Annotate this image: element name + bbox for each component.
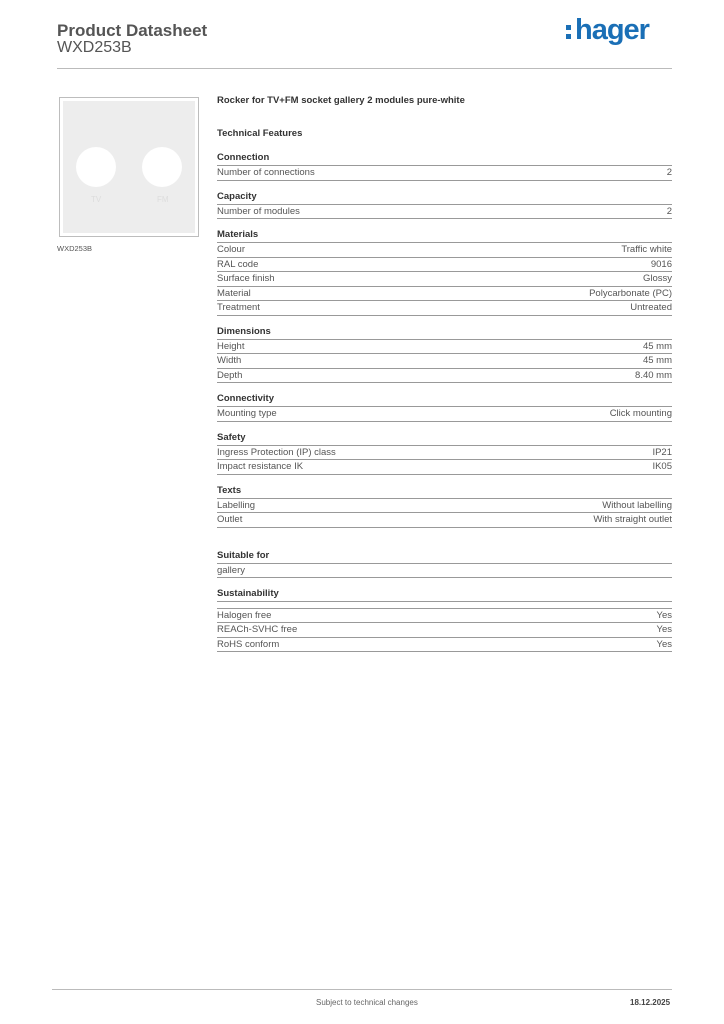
features-title: Technical Features [217,128,303,139]
spec-label: RAL code [217,258,259,270]
spec-row [217,340,672,355]
section-title: Connection [217,152,672,166]
section-capacity [217,191,672,220]
spec-value: Click mounting [609,408,672,419]
section-title: Materials [217,229,672,243]
product-title: Rocker for TV+FM socket gallery 2 modules pure-white [217,95,465,106]
spec-value: Without labelling [602,499,672,511]
spec-label: Colour [217,244,245,255]
spec-row [217,564,672,579]
spec-row [217,369,672,384]
spec-value: IK05 [652,461,672,472]
spec-sections [217,152,672,528]
section-title: Capacity [217,191,672,205]
footer-date: 18.12.2025 [630,998,671,1007]
logo-text: hager [575,14,649,46]
spec-row [217,623,672,638]
footer-note: Subject to technical changes [316,998,418,1007]
spec-value: 2 [666,167,672,178]
product-code: WXD253B [57,39,132,56]
spec-label: Halogen free [217,610,272,621]
spec-value: Untreated [630,302,672,313]
spec-row [217,243,672,258]
spec-value: 45 mm [642,355,672,366]
spec-label: Height [217,340,245,352]
spec-value: With straight outlet [593,514,672,525]
section-title: Connectivity [217,393,672,407]
spec-row [217,205,672,220]
section-title: Texts [217,485,672,499]
spec-value: 2 [666,205,672,217]
spec-row [217,258,672,273]
page-title: Product Datasheet [57,21,208,40]
spec-value: Traffic white [621,244,672,255]
section-dimensions [217,326,672,384]
spec-label: Material [217,287,251,299]
spec-value: 9016 [650,258,672,270]
product-image [59,97,199,237]
section-title: Dimensions [217,326,672,340]
section-title: Safety [217,432,672,446]
spec-row [217,407,672,422]
spec-row [217,608,672,623]
spec-row [217,166,672,181]
spec-content [217,95,672,662]
logo-dots-icon [566,21,572,41]
spec-value: 8.40 mm [635,369,672,381]
spec-label: Surface finish [217,273,275,284]
spec-row [217,301,672,316]
spec-row [217,499,672,514]
section-title: Sustainability [217,588,672,602]
spec-row [217,446,672,461]
fm-label: FM [157,195,169,204]
spec-label: REACh-SVHC free [217,624,298,635]
spec-row [217,272,672,287]
section-texts [217,485,672,528]
section-suitable [217,550,672,579]
image-caption: WXD253B [57,244,93,253]
spec-value: Yes [656,638,672,650]
spec-value: Glossy [642,273,672,284]
spec-label: Width [217,355,242,366]
section-materials [217,229,672,316]
spec-row [217,287,672,302]
tv-label: TV [91,195,102,204]
spec-label: Number of connections [217,167,315,178]
spec-label: Labelling [217,499,256,511]
spec-row [217,460,672,475]
spec-label: Treatment [217,302,260,313]
spec-value: Polycarbonate (PC) [589,287,672,299]
brand-logo [566,14,649,47]
spec-value: IP21 [652,446,672,458]
spec-value: 45 mm [642,340,672,352]
section-connectivity [217,393,672,422]
section-title: Suitable for [217,550,672,564]
footer-divider [52,989,672,990]
spec-label: RoHS conform [217,638,280,650]
socket-hole-tv [76,147,116,187]
cover-plate [63,101,195,233]
spec-label: Ingress Protection (IP) class [217,446,336,458]
spec-label: gallery [217,564,245,576]
section-sustainability [217,588,672,652]
section-connection [217,152,672,181]
spec-row [217,354,672,369]
spec-label: Depth [217,369,243,381]
spec-label: Number of modules [217,205,300,217]
section-safety [217,432,672,475]
spec-row [217,638,672,653]
header-divider [57,68,672,69]
spacer [217,538,672,550]
spec-label: Outlet [217,514,243,525]
spec-label: Impact resistance IK [217,461,304,472]
spec-label: Mounting type [217,408,277,419]
socket-hole-fm [142,147,182,187]
spec-value: Yes [656,610,672,621]
spec-value: Yes [656,624,672,635]
spec-row [217,513,672,528]
